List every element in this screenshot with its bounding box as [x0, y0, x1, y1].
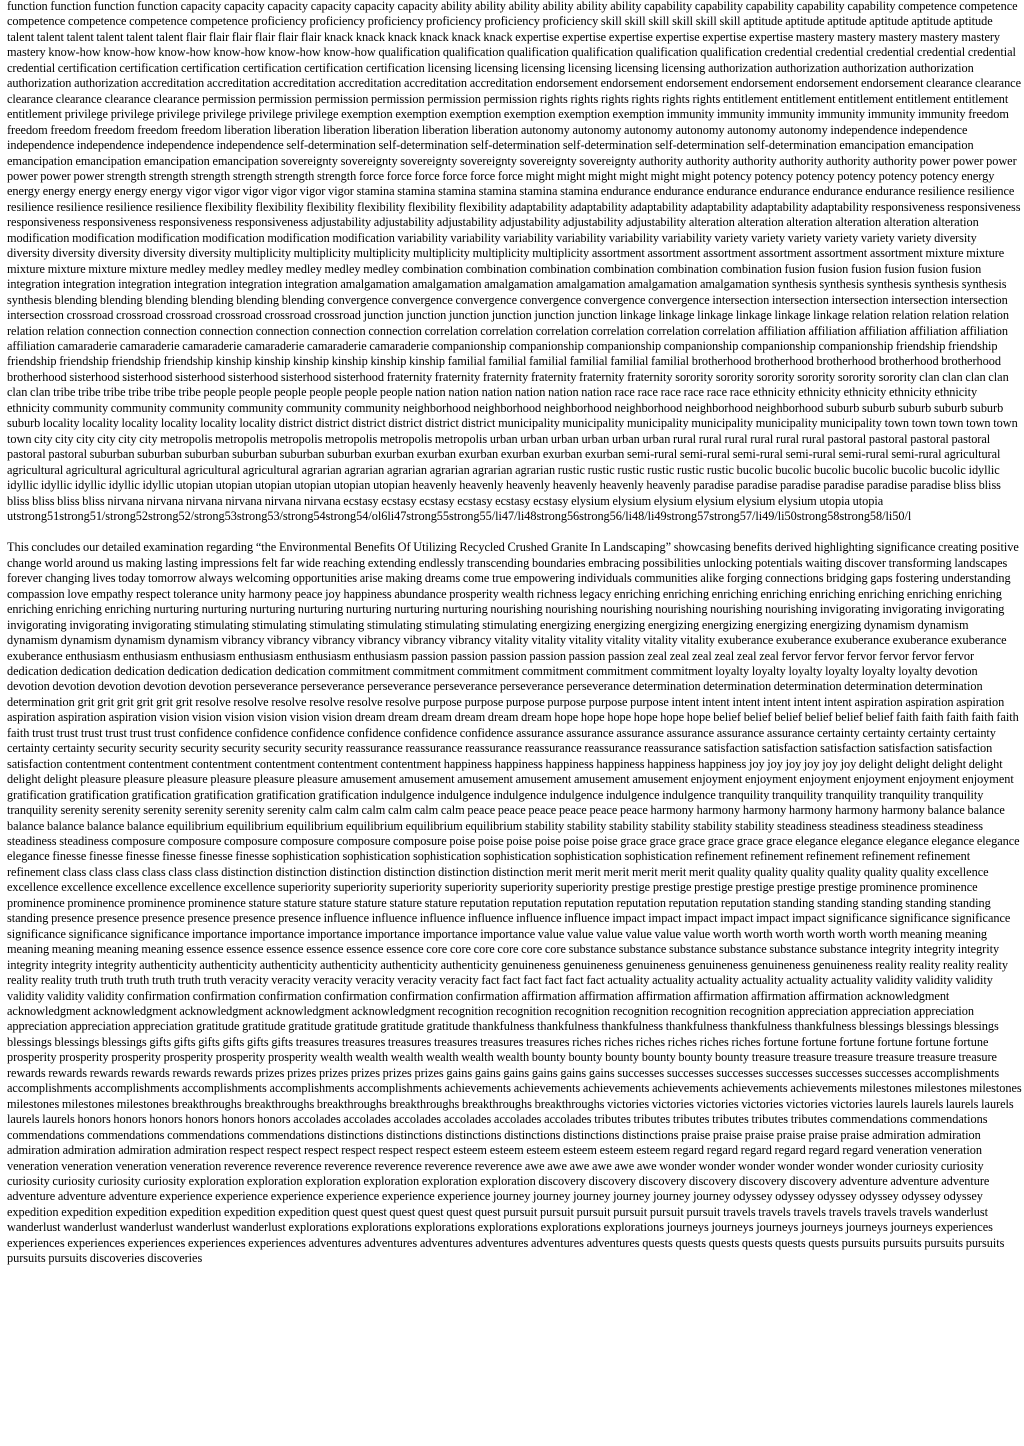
markup-residue-line: utstrong51strong51/strong52strong52/strong53strong53/strong54strong54/ol6li47strong55strong55/li47/li48strong56strong56/li48/li49strong57strong57/li49/li50strong58strong58/li50/l — [7, 508, 912, 523]
document-page — [7, 0, 1022, 1267]
body-paragraph: function function function function capacity capacity capacity capacity capacity capacity ability ability ability ability ability ability capability capability capability capability capability competence competence competence competence competence competence proficiency proficiency proficiency proficiency proficiency proficiency skill skill skill skill skill skill aptitude aptitude aptitude aptitude aptitude aptitude talent talent talent talent talent talent flair flair flair flair flair flair knack knack knack knack knack knack expertise expertise expertise expertise expertise expertise mastery mastery mastery mastery mastery mastery know-how know-how know-how know-how know-how know-how qualification qualification qualification qualification qualification qualification credential credential credential credential credential credential certification certification certification certification certification certification licensing licensing licensing licensing licensing licensing authorization authorization authorization authorization authorization authorization accreditation accreditation accreditation accreditation accreditation accreditation endorsement endorsement endorsement endorsement endorsement endorsement clearance clearance clearance clearance clearance clearance permission permission permission permission permission permission rights rights rights rights rights rights entitlement entitlement entitlement entitlement entitlement entitlement privilege privilege privilege privilege privilege privilege exemption exemption exemption exemption exemption exemption immunity immunity immunity immunity immunity immunity freedom freedom freedom freedom freedom freedom liberation liberation liberation liberation liberation liberation autonomy autonomy autonomy autonomy autonomy autonomy independence independence independence independence independence independence self-determination self-determination self-determination self-determination self-determination self-determination emancipation emancipation emancipation emancipation emancipation emancipation sovereignty sovereignty sovereignty sovereignty sovereignty sovereignty authority authority authority authority authority authority power power power power power power strength strength strength strength strength strength force force force force force force might might might might might might potency potency potency potency potency potency energy energy energy energy energy energy vigor vigor vigor vigor vigor vigor stamina stamina stamina stamina stamina stamina endurance endurance endurance endurance endurance endurance resilience resilience resilience resilience resilience resilience flexibility flexibility flexibility flexibility flexibility flexibility adaptability adaptability adaptability adaptability adaptability adaptability responsiveness responsiveness responsiveness responsiveness responsiveness responsiveness adjustability adjustability adjustability adjustability adjustability adjustability alteration alteration alteration alteration alteration alteration modification modification modification modification modification modification variability variability variability variability variability variability variety variety variety variety variety variety diversity diversity diversity diversity diversity diversity multiplicity multiplicity multiplicity multiplicity multiplicity multiplicity assortment assortment assortment assortment assortment assortment mixture mixture mixture mixture mixture mixture medley medley medley medley medley medley combination combination combination combination combination combination fusion fusion fusion fusion fusion fusion integration integration integration integration integration integration amalgamation amalgamation amalgamation amalgamation amalgamation amalgamation synthesis synthesis synthesis synthesis synthesis synthesis blending blending blending blending blending blending convergence convergence convergence convergence convergence convergence intersection intersection intersection intersection intersection intersection crossroad crossroad crossroad crossroad crossroad crossroad junction junction junction junction junction junction linkage linkage linkage linkage linkage linkage relation relation relation relation relation relation connection connection connection connection connection connection correlation correlation correlation correlation correlation correlation affiliation affiliation affiliation affiliation affiliation affiliation camaraderie camaraderie camaraderie camaraderie camaraderie camaraderie companionship companionship companionship companionship companionship companionship friendship friendship friendship friendship friendship friendship kinship kinship kinship kinship kinship kinship familial familial familial familial familial familial brotherhood brotherhood brotherhood brotherhood brotherhood brotherhood sisterhood sisterhood sisterhood sisterhood sisterhood sisterhood fraternity fraternity fraternity fraternity fraternity fraternity sorority sorority sorority sorority sorority sorority clan clan clan clan clan clan tribe tribe tribe tribe tribe tribe people people people people people people nation nation nation nation nation nation race race race race race race ethnicity ethnicity ethnicity ethnicity ethnicity ethnicity community community community community community community neighborhood neighborhood neighborhood neighborhood neighborhood neighborhood suburb suburb suburb suburb suburb suburb locality locality locality locality locality locality district district district district district district municipality municipality municipality municipality municipality municipality town town town town town town city city city city city city metropolis metropolis metropolis metropolis metropolis metropolis urban urban urban urban urban urban rural rural rural rural rural rural pastoral pastoral pastoral pastoral pastoral pastoral suburban suburban suburban suburban suburban suburban exurban exurban exurban exurban exurban exurban semi-rural semi-rural semi-rural semi-rural semi-rural semi-rural agricultural agricultural agricultural agricultural agricultural agricultural agrarian agrarian agrarian agrarian agrarian agrarian rustic rustic rustic rustic rustic rustic bucolic bucolic bucolic bucolic bucolic bucolic idyllic idyllic idyllic idyllic idyllic idyllic utopian utopian utopian utopian utopian utopian heavenly heavenly heavenly heavenly heavenly heavenly paradise paradise paradise paradise paradise paradise bliss bliss bliss bliss bliss bliss nirvana nirvana nirvana nirvana nirvana nirvana ecstasy ecstasy ecstasy ecstasy ecstasy ecstasy elysium elysium elysium elysium elysium elysium utopia utopia — [7, 0, 1022, 508]
paragraph-spacer — [7, 524, 1022, 540]
concluding-paragraph: This concludes our detailed examination regarding “the Environmental Benefits Of Utilizing Recycled Crushed Granite In Landscaping” showcasing benefits derived highlighting significance creating positive change world around us making lasting impressions felt far wide reaching extending endlessly transcending boundaries embracing possibilities unlocking potentials waiting discover transforming landscapes forever changing lives today tomorrow always welcoming opportunities arise making dreams come true empowering individuals communities alike forging connections bridging gaps fostering understanding compassion love empathy respect tolerance unity harmony peace joy happiness abundance prosperity wealth richness legacy enriching enriching enriching enriching enriching enriching enriching enriching enriching enriching enriching nurturing nurturing nurturing nurturing nurturing nurturing nurturing nourishing nourishing nourishing nourishing nourishing nourishing invigorating invigorating invigorating invigorating invigorating invigorating stimulating stimulating stimulating stimulating stimulating stimulating energizing energizing energizing energizing energizing energizing dynamism dynamism dynamism dynamism dynamism dynamism vibrancy vibrancy vibrancy vibrancy vibrancy vibrancy vitality vitality vitality vitality vitality vitality exuberance exuberance exuberance exuberance exuberance exuberance enthusiasm enthusiasm enthusiasm enthusiasm enthusiasm enthusiasm passion passion passion passion passion passion zeal zeal zeal zeal zeal zeal fervor fervor fervor fervor fervor fervor dedication dedication dedication dedication dedication dedication commitment commitment commitment commitment commitment commitment loyalty loyalty loyalty loyalty loyalty loyalty devotion devotion devotion devotion devotion devotion perseverance perseverance perseverance perseverance perseverance perseverance determination determination determination determination determination determination grit grit grit grit grit grit resolve resolve resolve resolve resolve resolve purpose purpose purpose purpose purpose purpose intent intent intent intent intent intent aspiration aspiration aspiration aspiration aspiration aspiration vision vision vision vision vision vision dream dream dream dream dream dream hope hope hope hope hope hope belief belief belief belief belief belief faith faith faith faith faith faith trust trust trust trust trust trust confidence confidence confidence confidence confidence confidence assurance assurance assurance assurance assurance assurance certainty certainty certainty certainty certainty certainty security security security security security security reassurance reassurance reassurance reassurance reassurance reassurance satisfaction satisfaction satisfaction satisfaction satisfaction satisfaction contentment contentment contentment contentment contentment contentment happiness happiness happiness happiness happiness happiness joy joy joy joy joy joy delight delight delight delight delight delight pleasure pleasure pleasure pleasure pleasure pleasure amusement amusement amusement amusement amusement amusement enjoyment enjoyment enjoyment enjoyment enjoyment enjoyment gratification gratification gratification gratification gratification gratification indulgence indulgence indulgence indulgence indulgence indulgence tranquility tranquility tranquility tranquility tranquility tranquility serenity serenity serenity serenity serenity serenity calm calm calm calm calm calm peace peace peace peace peace peace harmony harmony harmony harmony harmony harmony balance balance balance balance balance balance equilibrium equilibrium equilibrium equilibrium equilibrium equilibrium stability stability stability stability stability stability steadiness steadiness steadiness steadiness steadiness steadiness composure composure composure composure composure composure poise poise poise poise poise poise grace grace grace grace grace grace elegance elegance elegance elegance elegance elegance finesse finesse finesse finesse finesse finesse sophistication sophistication sophistication sophistication sophistication sophistication refinement refinement refinement refinement refinement refinement class class class class class class distinction distinction distinction distinction distinction distinction merit merit merit merit merit merit quality quality quality quality quality quality excellence excellence excellence excellence excellence excellence superiority superiority superiority superiority superiority superiority prestige prestige prestige prestige prestige prestige prominence prominence prominence prominence prominence prominence stature stature stature stature stature stature reputation reputation reputation reputation reputation reputation standing standing standing standing standing standing presence presence presence presence presence presence influence influence influence influence influence influence impact impact impact impact impact impact significance significance significance significance significance significance importance importance importance importance importance importance value value value value value value worth worth worth worth worth worth meaning meaning meaning meaning meaning meaning essence essence essence essence essence essence core core core core core core substance substance substance substance substance substance integrity integrity integrity integrity integrity integrity authenticity authenticity authenticity authenticity authenticity authenticity genuineness genuineness genuineness genuineness genuineness genuineness reality reality reality reality reality reality truth truth truth truth truth truth veracity veracity veracity veracity veracity veracity fact fact fact fact fact fact actuality actuality actuality actuality actuality actuality validity validity validity validity validity validity confirmation confirmation confirmation confirmation confirmation confirmation affirmation affirmation affirmation affirmation affirmation affirmation acknowledgment acknowledgment acknowledgment acknowledgment acknowledgment acknowledgment recognition recognition recognition recognition recognition recognition appreciation appreciation appreciation appreciation appreciation appreciation gratitude gratitude gratitude gratitude gratitude gratitude thankfulness thankfulness thankfulness thankfulness thankfulness thankfulness blessings blessings blessings blessings blessings blessings gifts gifts gifts gifts gifts gifts treasures treasures treasures treasures treasures treasures riches riches riches riches riches riches fortune fortune fortune fortune fortune fortune prosperity prosperity prosperity prosperity prosperity prosperity wealth wealth wealth wealth wealth wealth bounty bounty bounty bounty bounty bounty treasure treasure treasure treasure treasure treasure rewards rewards rewards rewards rewards rewards prizes prizes prizes prizes prizes prizes gains gains gains gains gains gains successes successes successes successes successes successes accomplishments accomplishments accomplishments accomplishments accomplishments accomplishments achievements achievements achievements achievements achievements achievements milestones milestones milestones milestones milestones milestones breakthroughs breakthroughs breakthroughs breakthroughs breakthroughs breakthroughs victories victories victories victories victories victories laurels laurels laurels laurels laurels laurels honors honors honors honors honors honors accolades accolades accolades accolades accolades accolades tributes tributes tributes tributes tributes tributes commendations commendations commendations commendations commendations commendations distinctions distinctions distinctions distinctions distinctions distinctions praise praise praise praise praise praise admiration admiration admiration admiration admiration admiration respect respect respect respect respect respect esteem esteem esteem esteem esteem esteem regard regard regard regard regard regard veneration veneration veneration veneration veneration veneration reverence reverence reverence reverence reverence reverence awe awe awe awe awe awe wonder wonder wonder wonder wonder wonder curiosity curiosity curiosity curiosity curiosity curiosity exploration exploration exploration exploration exploration exploration discovery discovery discovery discovery discovery discovery adventure adventure adventure adventure adventure adventure experience experience experience experience experience experience journey journey journey journey journey journey odyssey odyssey odyssey odyssey odyssey odyssey expedition expedition expedition expedition expedition expedition quest quest quest quest quest quest pursuit pursuit pursuit pursuit pursuit pursuit travels travels travels travels travels travels wanderlust wanderlust wanderlust wanderlust wanderlust wanderlust explorations explorations explorations explorations explorations explorations journeys journeys journeys journeys journeys journeys experiences experiences experiences experiences experiences experiences adventures adventures adventures adventures adventures adventures quests quests quests quests quests quests pursuits pursuits pursuits pursuits pursuits pursuits discoveries discoveries — [7, 540, 1022, 1266]
